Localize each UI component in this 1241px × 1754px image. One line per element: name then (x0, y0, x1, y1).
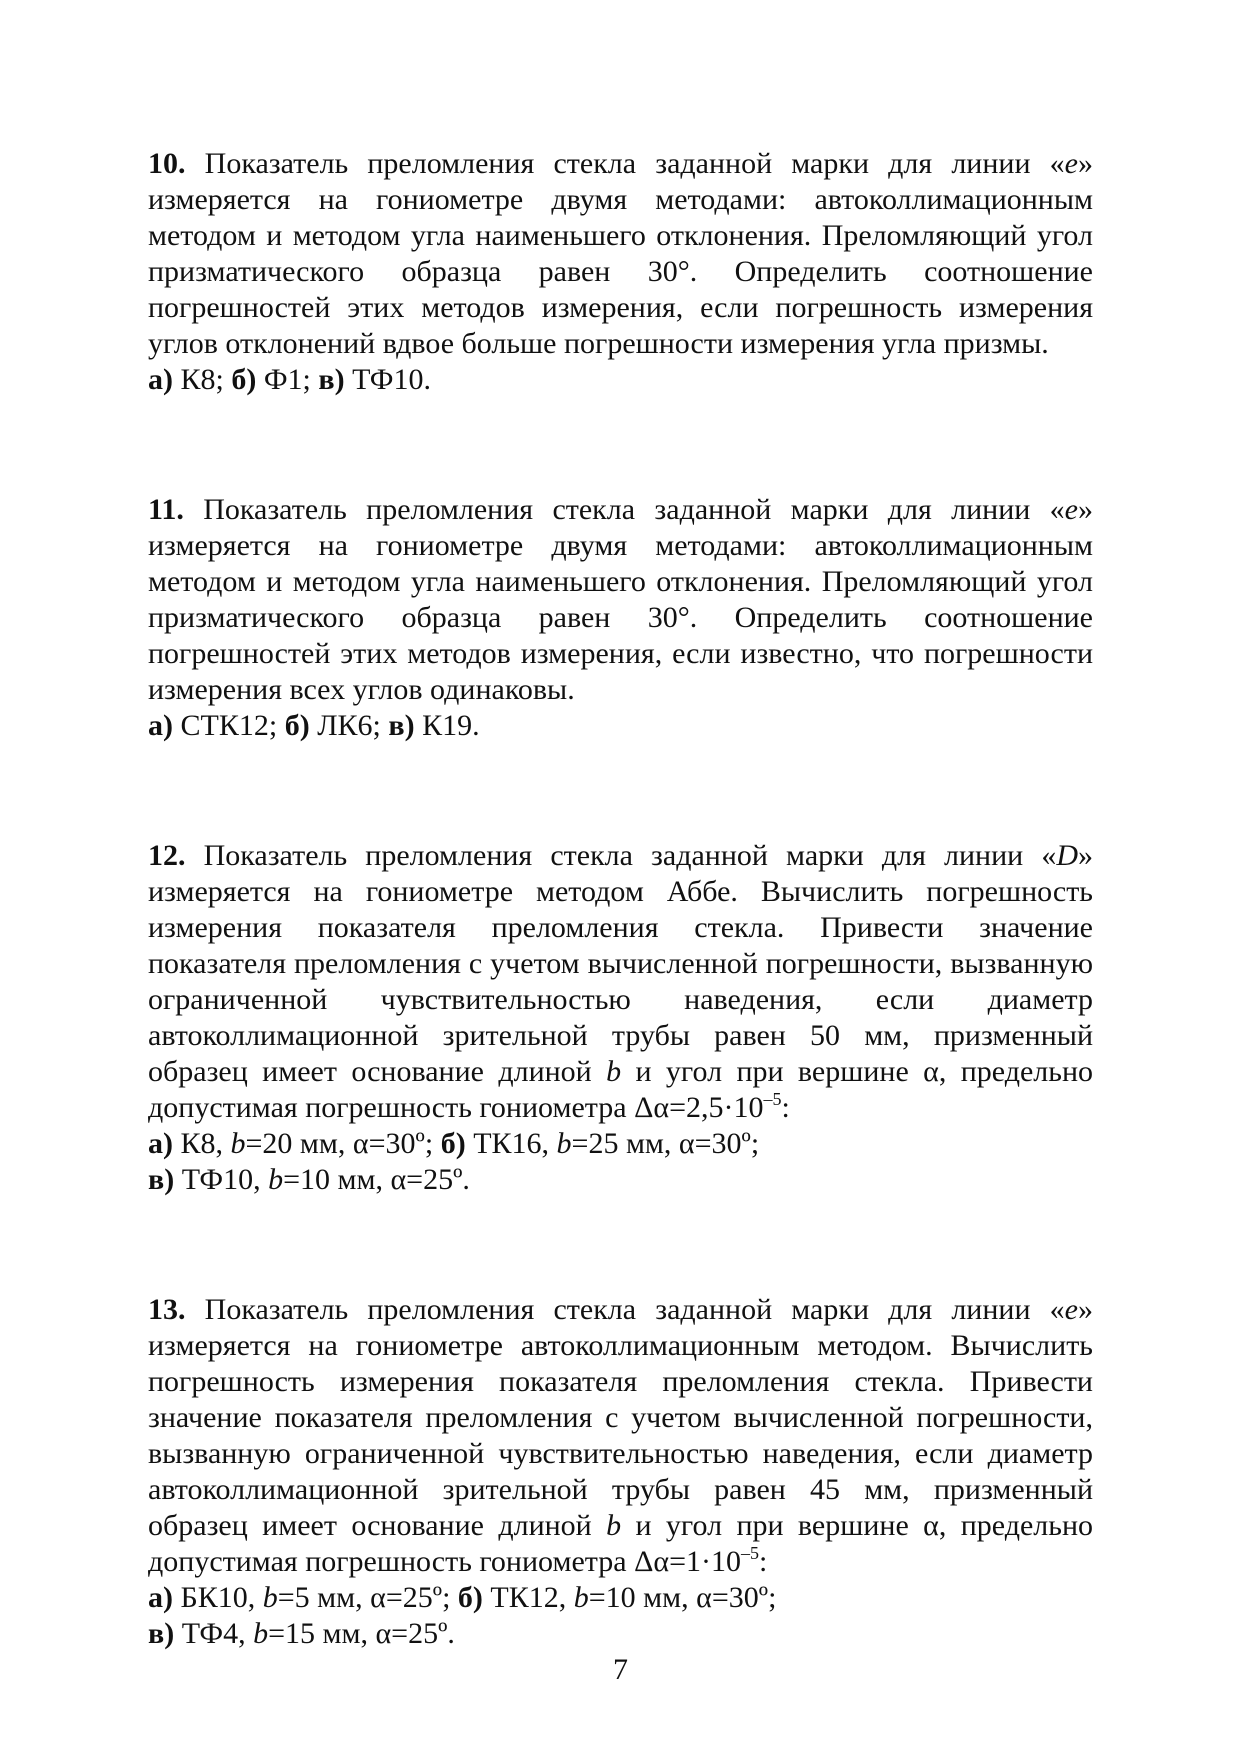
option-label-a: а) (148, 1127, 173, 1160)
option-params-b: =25 мм, α=30º; (571, 1127, 760, 1160)
variable-b: b (253, 1617, 269, 1650)
problem-text-cont: » измеряется на гониометре автоколлимационным методом. Вычислить погрешность измерения показателя преломления стекла. Привести значение показателя преломления с учетом вычисленной погрешности, вызванную ограниченной чувствительностью наведения, если диаметр автоколлимационной зрительной трубы равен 45 мм, призменный образец имеет основание длиной (148, 1293, 1093, 1542)
problem-text: Показатель преломления стекла заданной марки для линии « (203, 839, 1057, 872)
option-label-a: а) (148, 363, 173, 396)
problem-text-cont: » измеряется на гониометре методом Аббе. Вычислить погрешность измерения показателя преломления стекла. Привести значение показателя преломления с учетом вычисленной погрешности, вызванную ограниченной чувствительностью наведения, если диаметр автоколлимационной зрительной трубы равен 50 мм, призменный образец имеет основание длиной (148, 839, 1093, 1088)
problem-statement (148, 1292, 1093, 1580)
problem-statement (148, 492, 1093, 708)
problem-number: 10. (148, 147, 186, 180)
variable-b: b (573, 1581, 589, 1614)
variable-b: b (262, 1581, 278, 1614)
variable-b: b (606, 1055, 622, 1088)
option-value-a: СТК12; (173, 709, 285, 742)
variable-b: b (230, 1127, 246, 1160)
variable-b: b (606, 1509, 622, 1542)
option-label-c: в) (148, 1163, 175, 1196)
exponent: –5 (740, 1543, 759, 1563)
answer-options (148, 362, 1093, 398)
option-label-c: в) (388, 709, 415, 742)
exponent: –5 (763, 1089, 782, 1109)
variable-b: b (556, 1127, 572, 1160)
option-label-b: б) (457, 1581, 483, 1614)
option-params-a: =20 мм, α=30º; (245, 1127, 441, 1160)
option-glass-c: ТФ10, (174, 1163, 269, 1196)
option-label-b: б) (284, 709, 310, 742)
problem-text-cont: » измеряется на гониометре двумя методами: автоколлимационным методом и методом угла наименьшего отклонения. Преломляющий угол призматического образца равен 30°. Определить соотношение погрешностей этих методов измерения, если известно, что погрешности измерения всех углов одинаковы. (148, 493, 1093, 706)
option-params-b: =10 мм, α=30º; (588, 1581, 777, 1614)
option-params-c: =10 мм, α=25º. (283, 1163, 470, 1196)
spectral-line: e (1064, 493, 1078, 526)
document-page (148, 146, 1093, 1746)
spectral-line: D (1056, 839, 1078, 872)
option-glass-c: ТФ4, (174, 1617, 254, 1650)
problem-text-cont2: и угол при вершине α, предельно допустимая погрешность гониометра Δα=2,5·10 (148, 1055, 1093, 1124)
option-label-b: б) (440, 1127, 466, 1160)
problem-text: Показатель преломления стекла заданной марки для линии « (204, 1293, 1065, 1326)
option-label-c: в) (148, 1617, 175, 1650)
option-params-a: =5 мм, α=25º; (277, 1581, 458, 1614)
spectral-line: e (1064, 147, 1078, 180)
answer-options (148, 1126, 1093, 1198)
page-number: 7 (613, 1653, 628, 1686)
option-label-a: а) (148, 709, 173, 742)
option-glass-a: БК10, (173, 1581, 263, 1614)
option-label-b: б) (231, 363, 257, 396)
problem-number: 12. (148, 839, 186, 872)
option-glass-a: К8, (173, 1127, 231, 1160)
problem-13 (148, 1292, 1093, 1652)
variable-b: b (268, 1163, 284, 1196)
option-value-c: К19. (414, 709, 480, 742)
problem-text-cont: » измеряется на гониометре двумя методами: автоколлимационным методом и методом угла наименьшего отклонения. Преломляющий угол призматического образца равен 30°. Определить соотношение погрешностей этих методов измерения, если погрешность измерения углов отклонений вдвое больше погрешности измерения угла призмы. (148, 147, 1093, 360)
problem-text-end: : (781, 1091, 790, 1124)
problem-statement (148, 146, 1093, 362)
option-params-c: =15 мм, α=25º. (268, 1617, 455, 1650)
option-glass-b: ТК12, (482, 1581, 574, 1614)
problem-10 (148, 146, 1093, 398)
answer-options (148, 708, 1093, 744)
option-value-c: ТФ10. (344, 363, 431, 396)
problem-text-cont2: и угол при вершине α, предельно допустимая погрешность гониометра Δα=1·10 (148, 1509, 1093, 1578)
problem-statement (148, 838, 1093, 1126)
answer-options (148, 1580, 1093, 1652)
problem-text: Показатель преломления стекла заданной марки для линии « (204, 147, 1065, 180)
option-label-a: а) (148, 1581, 173, 1614)
option-label-c: в) (318, 363, 345, 396)
problem-12 (148, 838, 1093, 1198)
option-value-a: К8; (173, 363, 232, 396)
option-value-b: Ф1; (256, 363, 319, 396)
problem-11 (148, 492, 1093, 744)
problem-text: Показатель преломления стекла заданной марки для линии « (203, 493, 1065, 526)
option-glass-b: ТК16, (465, 1127, 557, 1160)
problem-text-end: : (758, 1545, 768, 1578)
spectral-line: e (1064, 1293, 1078, 1326)
problem-number: 13. (148, 1293, 186, 1326)
problem-number: 11. (148, 493, 184, 526)
option-value-b: ЛК6; (309, 709, 389, 742)
